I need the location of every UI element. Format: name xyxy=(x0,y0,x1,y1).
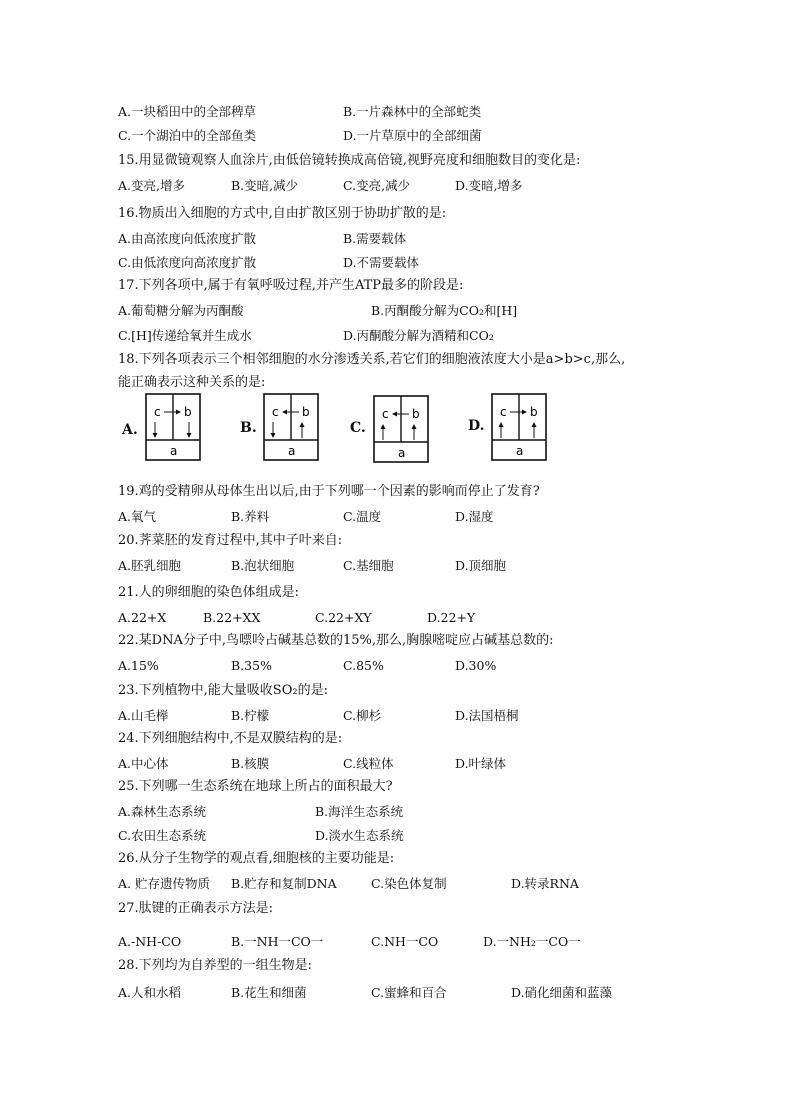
q17-option-d: D.丙酮酸分解为酒精和CO₂ xyxy=(343,328,494,343)
q17-option-a: A.葡萄糖分解为丙酮酸 xyxy=(118,303,244,318)
q15-option-a: A.变亮,增多 xyxy=(118,178,185,193)
q25-option-b: B.海洋生态系统 xyxy=(315,804,404,819)
q19-option-b: B.养料 xyxy=(231,509,270,524)
q25-option-c: C.农田生态系统 xyxy=(118,828,207,843)
q18-diagram-b-label: B. xyxy=(240,420,257,436)
q15-option-d: D.变暗,增多 xyxy=(455,178,523,193)
q18-diagram-c-label: C. xyxy=(350,420,366,436)
q19-option-a: A.氧气 xyxy=(118,509,157,524)
q26-option-d: D.转录RNA xyxy=(511,876,579,891)
q16-stem: 16.物质出入细胞的方式中,自由扩散区别于协助扩散的是: xyxy=(118,206,447,221)
cell-diagram-d xyxy=(490,392,550,464)
q14-option-b: B.一片森林中的全部蛇类 xyxy=(343,104,482,119)
cell-a: a xyxy=(170,444,178,458)
q18-stem-line2: 能正确表示这种关系的是: xyxy=(118,375,266,390)
q28-option-a: A.人和水稻 xyxy=(118,985,182,1000)
q24-option-c: C.线粒体 xyxy=(343,756,394,771)
q21-option-b: B.22+XX xyxy=(203,610,261,625)
q24-option-b: B.核膜 xyxy=(231,756,270,771)
q18-diagram-a-label: A. xyxy=(122,422,138,438)
q20-option-a: A.胚乳细胞 xyxy=(118,558,182,573)
q23-option-d: D.法国梧桐 xyxy=(455,708,519,723)
q26-stem: 26.从分子生物学的观点看,细胞核的主要功能是: xyxy=(118,851,395,866)
q22-option-a: A.15% xyxy=(118,658,159,673)
q17-option-b: B.丙酮酸分解为CO₂和[H] xyxy=(371,303,518,318)
q16-option-d: D.不需要载体 xyxy=(343,255,420,270)
cell-b: b xyxy=(302,405,310,419)
q22-option-b: B.35% xyxy=(231,658,272,673)
cell-c: c xyxy=(500,405,507,419)
q25-option-d: D.淡水生态系统 xyxy=(315,828,404,843)
q21-option-a: A.22+X xyxy=(118,610,167,625)
q18-diagram-d-label: D. xyxy=(468,418,485,434)
q22-option-c: C.85% xyxy=(343,658,384,673)
q17-option-c: C.[H]传递给氧并生成水 xyxy=(118,328,252,343)
q27-option-c: C.NH一CO xyxy=(371,934,439,949)
q27-stem: 27.肽键的正确表示方法是: xyxy=(118,901,274,916)
q24-option-a: A.中心体 xyxy=(118,756,169,771)
q20-option-c: C.基细胞 xyxy=(343,558,394,573)
cell-c: c xyxy=(154,405,161,419)
q25-stem: 25.下列哪一生态系统在地球上所占的面积最大? xyxy=(118,779,393,794)
q15-option-b: B.变暗,减少 xyxy=(231,178,299,193)
q19-option-d: D.湿度 xyxy=(455,509,494,524)
q26-option-b: B.贮存和复制DNA xyxy=(231,876,337,891)
q16-option-a: A.由高浓度向低浓度扩散 xyxy=(118,231,257,246)
q20-option-d: D.顶细胞 xyxy=(455,558,507,573)
q24-option-d: D.叶绿体 xyxy=(455,756,507,771)
q17-stem: 17.下列各项中,属于有氧呼吸过程,并产生ATP最多的阶段是: xyxy=(118,278,464,293)
q21-stem: 21.人的卵细胞的染色体组成是: xyxy=(118,585,300,600)
q15-option-c: C.变亮,减少 xyxy=(343,178,411,193)
cell-c: c xyxy=(272,405,279,419)
q24-stem: 24.下列细胞结构中,不是双膜结构的是: xyxy=(118,731,343,746)
q18-diagrams xyxy=(118,392,678,468)
q27-option-a: A.-NH-CO xyxy=(118,934,182,949)
cell-b: b xyxy=(530,405,538,419)
cell-diagram-c xyxy=(372,394,432,466)
q21-option-d: D.22+Y xyxy=(427,610,476,625)
q26-option-a: A. 贮存遗传物质 xyxy=(118,876,210,891)
q23-stem: 23.下列植物中,能大量吸收SO₂的是: xyxy=(118,683,328,698)
cell-diagram-b xyxy=(262,392,322,464)
cell-b: b xyxy=(412,407,420,421)
q23-option-c: C.柳杉 xyxy=(343,708,382,723)
q14-option-d: D.一片草原中的全部细菌 xyxy=(343,128,482,143)
q28-option-b: B.花生和细菌 xyxy=(231,985,307,1000)
q19-stem: 19.鸡的受精卵从母体生出以后,由于下列哪一个因素的影响而停止了发育? xyxy=(118,484,540,499)
q28-stem: 28.下列均为自养型的一组生物是: xyxy=(118,958,313,973)
q14-option-a: A.一块稻田中的全部稗草 xyxy=(118,104,257,119)
q27-option-b: B.一NH一CO一 xyxy=(231,934,324,949)
cell-a: a xyxy=(516,444,524,458)
cell-a: a xyxy=(288,444,296,458)
q22-stem: 22.某DNA分子中,鸟嘌呤占碱基总数的15%,那么,胸腺嘧啶应占碱基总数的: xyxy=(118,633,554,648)
q18-stem-line1: 18.下列各项表示三个相邻细胞的水分渗透关系,若它们的细胞液浓度大小是a>b>c,那么, xyxy=(118,352,626,367)
q23-option-a: A.山毛榉 xyxy=(118,708,169,723)
q28-option-d: D.硝化细菌和蓝藻 xyxy=(511,985,613,1000)
q26-option-c: C.染色体复制 xyxy=(371,876,447,891)
cell-b: b xyxy=(184,405,192,419)
q28-option-c: C.蜜蜂和百合 xyxy=(371,985,447,1000)
q23-option-b: B.柠檬 xyxy=(231,708,270,723)
q19-option-c: C.温度 xyxy=(343,509,382,524)
q22-option-d: D.30% xyxy=(455,658,497,673)
q16-option-b: B.需要载体 xyxy=(343,231,407,246)
q14-option-c: C.一个湖泊中的全部鱼类 xyxy=(118,128,257,143)
q16-option-c: C.由低浓度向高浓度扩散 xyxy=(118,255,257,270)
q20-stem: 20.荠菜胚的发育过程中,其中子叶来自: xyxy=(118,533,343,548)
q25-option-a: A.森林生态系统 xyxy=(118,804,207,819)
q20-option-b: B.泡状细胞 xyxy=(231,558,295,573)
cell-diagram-a xyxy=(144,392,204,464)
q15-stem: 15.用显微镜观察人血涂片,由低倍镜转换成高倍镜,视野亮度和细胞数目的变化是: xyxy=(118,153,581,168)
cell-a: a xyxy=(398,446,406,460)
q27-option-d: D.一NH₂一CO一 xyxy=(483,934,581,949)
q21-option-c: C.22+XY xyxy=(315,610,372,625)
cell-c: c xyxy=(382,407,389,421)
